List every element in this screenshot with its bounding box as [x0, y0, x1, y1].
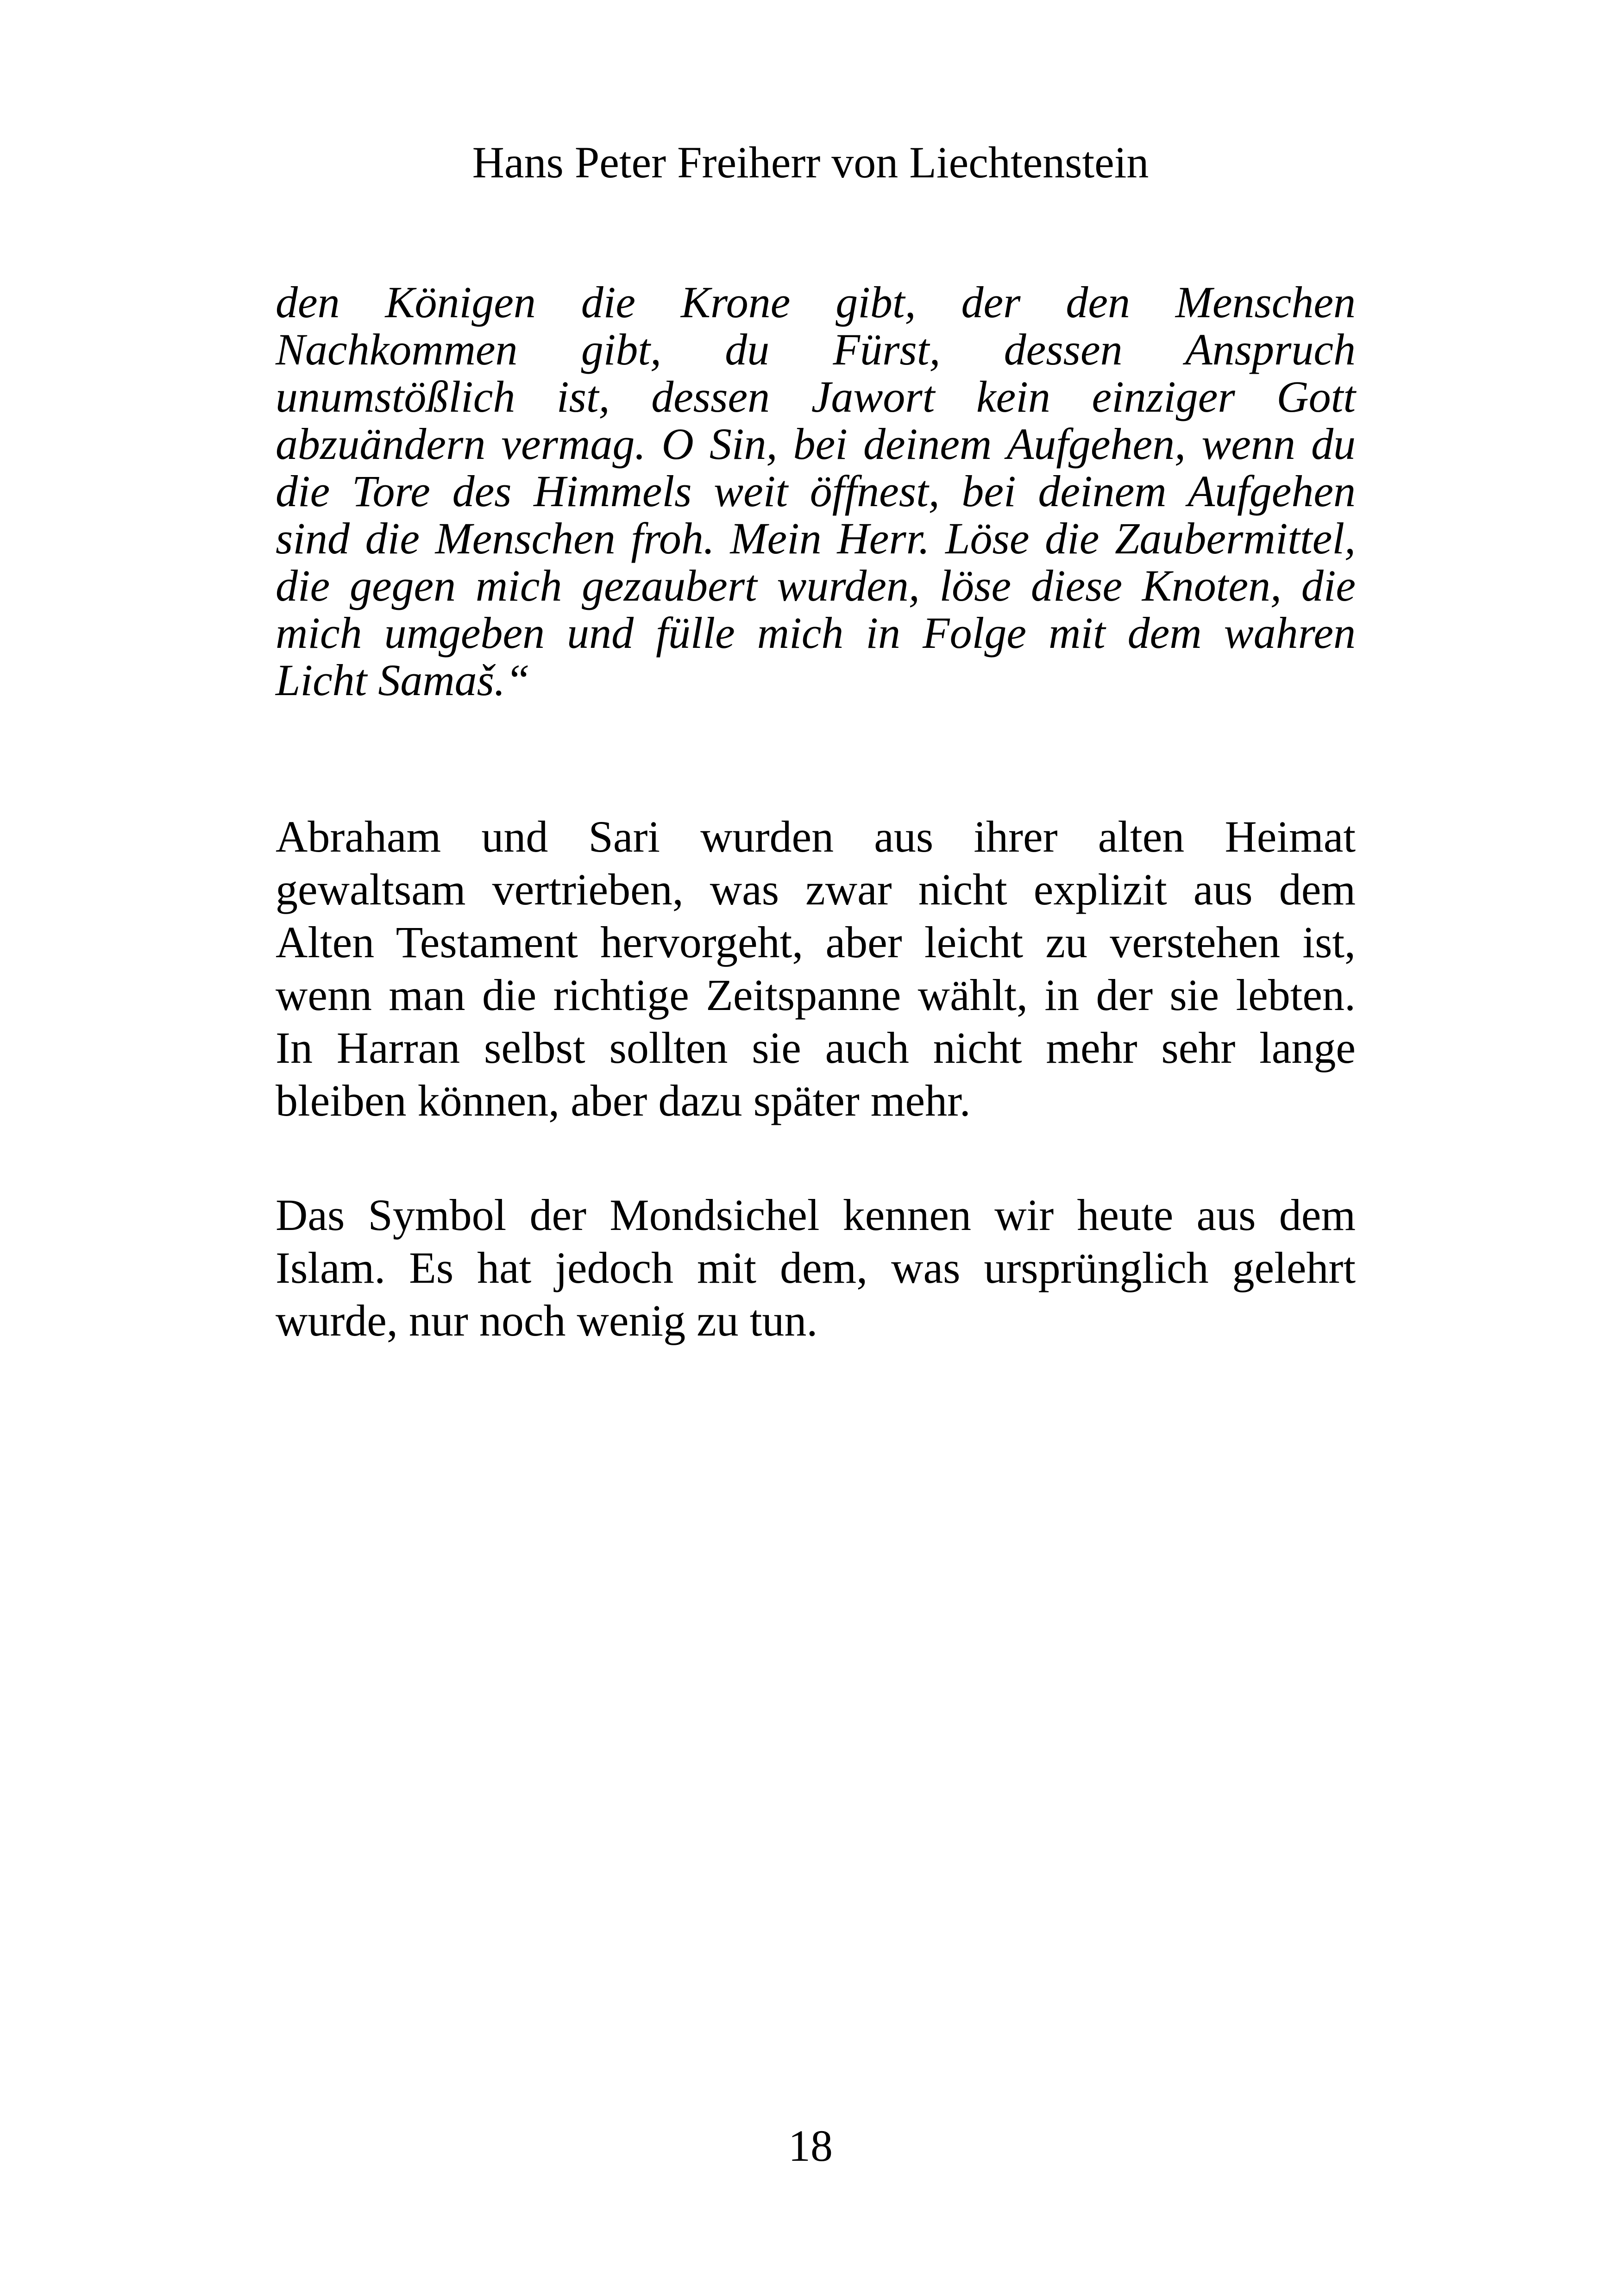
quote-line: Nachkommen gibt, du Fürst, dessen Anspruch [276, 325, 1356, 374]
paragraph-line: bleiben können, aber dazu später mehr. [276, 1076, 971, 1125]
paragraph-line: wenn man die richtige Zeitspanne wählt, in der sie lebten. [276, 970, 1356, 1020]
quote-line: sind die Menschen froh. Mein Herr. Löse die Zaubermittel, [276, 514, 1356, 563]
paragraph-line: In Harran selbst sollten sie auch nicht mehr sehr lange [276, 1023, 1356, 1073]
paragraph-line: Alten Testament hervorgeht, aber leicht zu verstehen ist, [276, 917, 1356, 967]
page-number: 18 [788, 2121, 833, 2171]
paragraph-abraham [276, 810, 1356, 1127]
running-header: Hans Peter Freiherr von Liechtenstein [472, 138, 1149, 187]
quote-line: unumstößlich ist, dessen Jawort kein einziger Gott [276, 372, 1356, 421]
paragraph-line: Abraham und Sari wurden aus ihrer alten Heimat [276, 812, 1356, 861]
quote-line: die Tore des Himmels weit öffnest, bei deinem Aufgehen [276, 466, 1356, 516]
paragraph-line: Das Symbol der Mondsichel kennen wir heute aus dem [276, 1190, 1356, 1240]
paragraph-line: gewaltsam vertrieben, was zwar nicht explizit aus dem [276, 865, 1356, 914]
paragraph-line: wurde, nur noch wenig zu tun. [276, 1296, 818, 1345]
quote-line: die gegen mich gezaubert wurden, löse diese Knoten, die [276, 561, 1356, 610]
quote-line: Licht Samaš.“ [276, 655, 530, 705]
quote-line: mich umgeben und fülle mich in Folge mit dem wahren [276, 608, 1356, 658]
paragraph-line: Islam. Es hat jedoch mit dem, was ursprünglich gelehrt [276, 1243, 1356, 1292]
quote-block [276, 279, 1356, 704]
paragraph-mondsichel [276, 1189, 1356, 1347]
quote-line: abzuändern vermag. O Sin, bei deinem Aufgehen, wenn du [276, 419, 1356, 469]
quote-line: den Königen die Krone gibt, der den Menschen [276, 277, 1356, 327]
